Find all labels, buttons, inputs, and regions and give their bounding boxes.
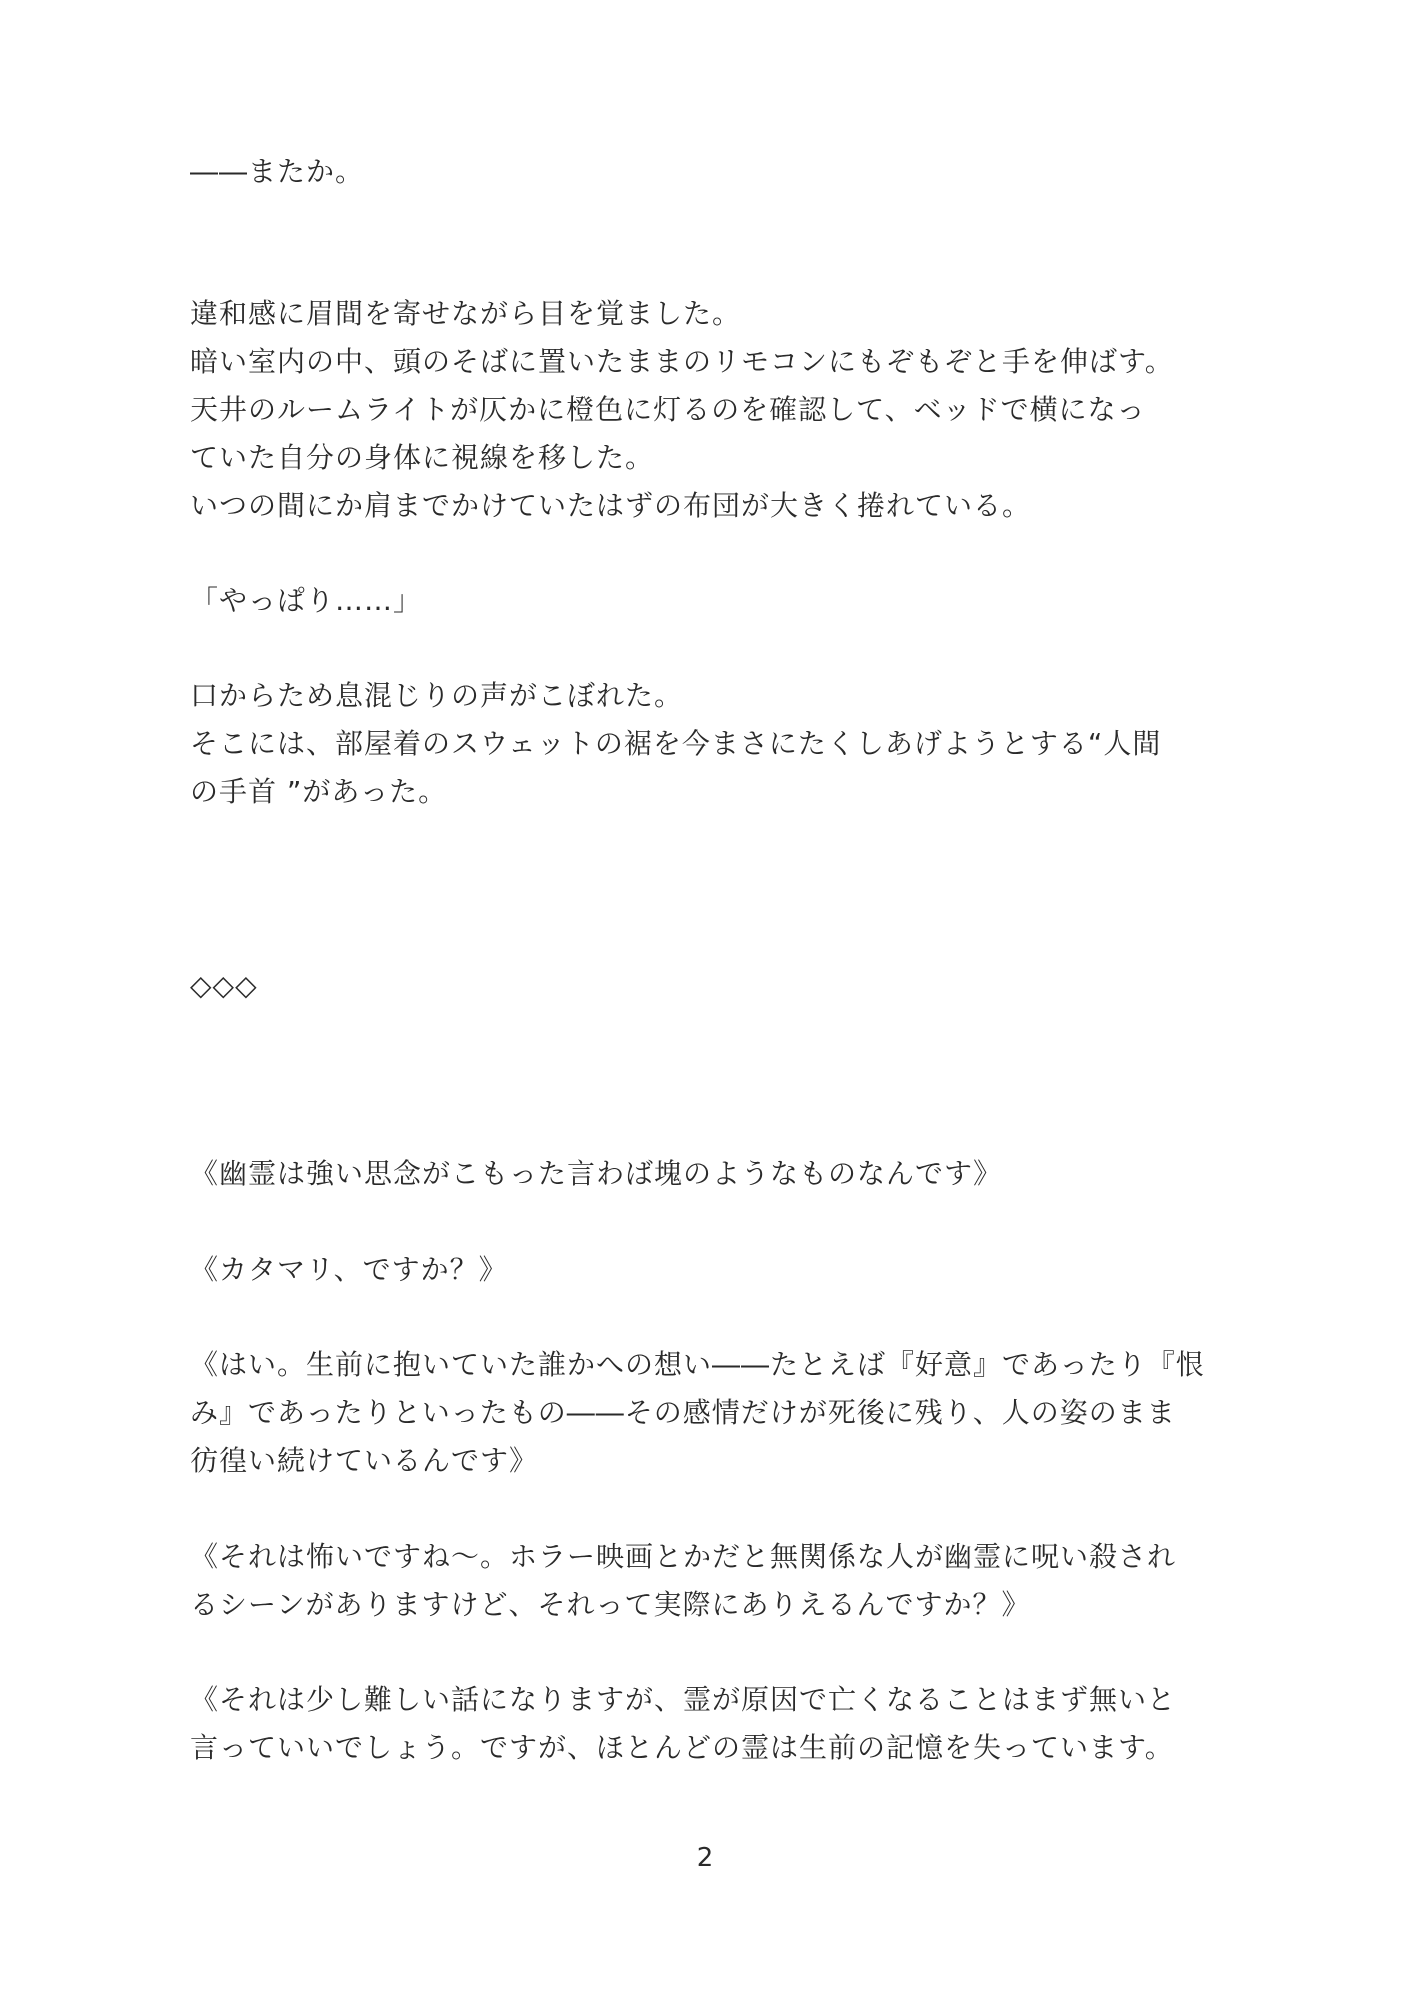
text-line: ていた自分の身体に視線を移した。 [190,441,655,474]
text-line: 《カタマリ、ですか？》 [190,1253,508,1286]
text-line: 違和感に眉間を寄せながら目を覚ました。 [190,297,742,330]
text-line: 口からため息混じりの声がこぼれた。 [190,679,684,712]
page-number: 2 [696,1843,714,1873]
text-line: そこには、部屋着のスウェットの裾を今まさにたくしあげようとする“人間 [190,727,1162,760]
text-line: 《それは怖いですね～。ホラー映画とかだと無関係な人が幽霊に呪い殺され [190,1540,1177,1573]
text-line: み』であったりといったもの――その感情だけが死後に残り、人の姿のまま [190,1396,1176,1429]
section-break: ◇◇◇ [190,969,258,1002]
text-line: 《それは少し難しい話になりますが、霊が原因で亡くなることはまず無いと [190,1683,1177,1716]
text-line: いつの間にか肩までかけていたはずの布団が大きく捲れている。 [190,489,1032,522]
text-line: 《幽霊は強い思念がこもった言わば塊のようなものなんです》 [190,1157,1003,1190]
text-line: 《はい。生前に抱いていた誰かへの想い――たとえば『好意』であったり『恨 [190,1348,1205,1381]
text-line: 「やっぱり……」 [190,584,423,617]
text-line: るシーンがありますけど、それって実際にありえるんですか？》 [190,1588,1031,1621]
text-line: 暗い室内の中、頭のそばに置いたままのリモコンにもぞもぞと手を伸ばす。 [190,345,1174,378]
text-line: 天井のルームライトが仄かに橙色に灯るのを確認して、ベッドで横になっ [190,393,1146,426]
text-line: ――またか。 [190,155,365,188]
text-line: の手首 ”があった。 [190,775,448,808]
text-line: 言っていいでしょう。ですが、ほとんどの霊は生前の記憶を失っています。 [190,1731,1174,1764]
text-line: 彷徨い続けているんです》 [190,1444,539,1477]
